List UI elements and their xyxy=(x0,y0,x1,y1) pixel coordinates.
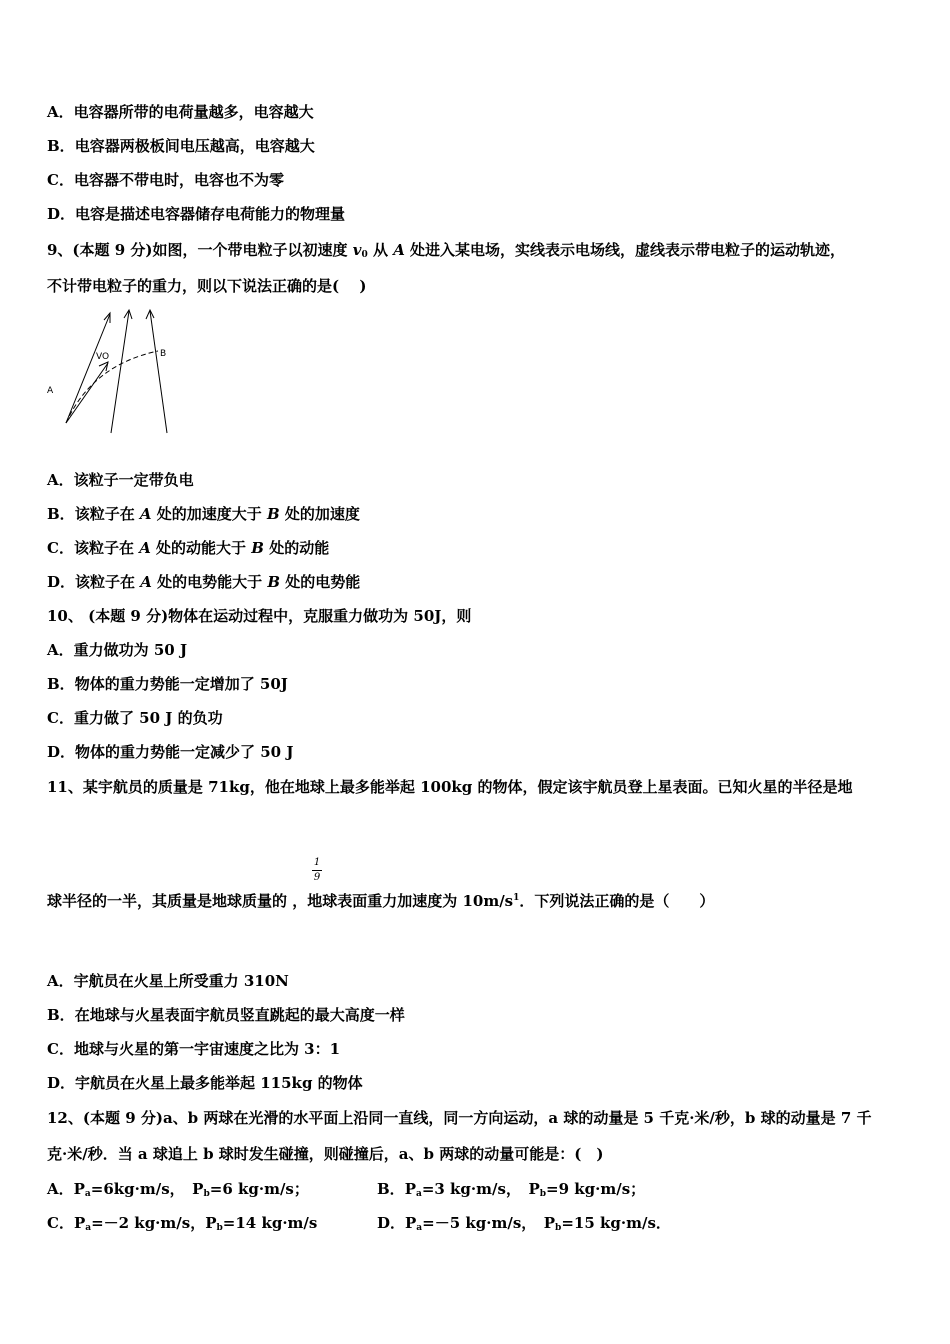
option-text: 处的电势能大于 xyxy=(151,573,268,591)
q8-option-a xyxy=(47,102,314,122)
option-text: =6 kg·m/s； xyxy=(209,1180,309,1198)
fraction-one-ninth xyxy=(312,857,322,884)
q11-stem-line-2 xyxy=(47,888,714,911)
option-label: A． xyxy=(47,1180,74,1198)
q9-option-b xyxy=(47,504,360,524)
q12-option-a xyxy=(47,1179,309,1204)
option-label: C． xyxy=(47,171,74,189)
option-label: A． xyxy=(47,972,74,990)
subscript: b xyxy=(203,1189,210,1199)
field-lines-svg xyxy=(44,305,179,437)
option-text: 该粒子一定带负电 xyxy=(73,471,194,489)
option-text: 重力做功为 50 J xyxy=(73,641,188,659)
momentum-symbol: P xyxy=(73,1180,85,1198)
field-line-left xyxy=(66,314,110,423)
q11-stem-line-1: 11、某宇航员的质量是 71kg，他在地球上最多能举起 100kg 的物体，假定该宇航员登上星表面。已知火星的半径是地 xyxy=(47,778,853,796)
q9-option-a xyxy=(47,470,194,490)
field-line-right xyxy=(150,311,167,433)
electric-field-diagram xyxy=(44,305,179,441)
q9-option-c xyxy=(47,538,329,558)
q11-option-a xyxy=(47,971,289,991)
option-text: =14 kg·m/s xyxy=(222,1214,318,1232)
q10-stem: 10、 (本题 9 分)物体在运动过程中，克服重力做功为 50J，则 xyxy=(47,607,472,625)
option-text: 电容器所带的电荷量越多，电容越大 xyxy=(73,103,314,121)
option-text: 该粒子在 xyxy=(73,539,140,557)
option-label: A． xyxy=(47,471,74,489)
point-b-symbol: B xyxy=(267,573,281,591)
q10-option-b xyxy=(47,674,288,694)
stem-text: 从 xyxy=(367,241,394,259)
option-label: B． xyxy=(47,675,75,693)
q8-option-d xyxy=(47,204,345,224)
option-label: D． xyxy=(377,1214,406,1232)
option-text: 处的动能 xyxy=(263,539,330,557)
option-label: D． xyxy=(47,205,76,223)
option-text: =3 kg·m/s， P xyxy=(421,1180,540,1198)
velocity-subscript: 0 xyxy=(361,250,368,260)
option-label: B． xyxy=(47,1006,75,1024)
option-text: 重力做了 50 J 的负功 xyxy=(73,709,223,727)
option-label: A． xyxy=(47,641,74,659)
point-a-symbol: A xyxy=(139,539,151,557)
q12-option-b xyxy=(377,1179,645,1204)
momentum-symbol: P xyxy=(405,1214,417,1232)
option-label: B． xyxy=(47,137,75,155)
point-b-label: B xyxy=(160,349,167,359)
option-text: 地球与火星的第一宇宙速度之比为 3：1 xyxy=(73,1040,341,1058)
option-label: D． xyxy=(47,573,76,591)
q8-option-b xyxy=(47,136,315,156)
point-b-symbol: B xyxy=(267,505,280,523)
q11-option-b xyxy=(47,1005,405,1025)
q9-stem-line-2: 不计带电粒子的重力，则以下说法正确的是( ) xyxy=(47,277,367,295)
point-a-symbol: A xyxy=(393,241,405,259)
point-b-symbol: B xyxy=(251,539,264,557)
fraction-numerator: 1 xyxy=(313,857,321,868)
option-text: 物体的重力势能一定减少了 50 J xyxy=(75,743,294,761)
option-text: =6kg·m/s， P xyxy=(90,1180,204,1198)
option-text: =－5 kg·m/s， P xyxy=(422,1214,556,1232)
point-a-label: A xyxy=(47,386,54,396)
option-text: 在地球与火星表面宇航员竖直跳起的最大高度一样 xyxy=(74,1006,405,1024)
stem-text: 9、(本题 9 分)如图，一个带电粒子以初速度 xyxy=(47,241,353,259)
option-label: C． xyxy=(47,1040,74,1058)
option-text: 处的电势能 xyxy=(280,573,361,591)
option-label: C． xyxy=(47,709,74,727)
exponent: 1 xyxy=(513,893,520,903)
option-text: 该粒子在 xyxy=(74,505,140,523)
option-label: B． xyxy=(377,1180,405,1198)
q12-stem-line-2: 克·米/秒．当 a 球追上 b 球时发生碰撞，则碰撞后，a、b 两球的动量可能是：( ) xyxy=(47,1145,604,1163)
option-text: 电容器不带电时，电容也不为零 xyxy=(73,171,284,189)
q10-option-c xyxy=(47,708,223,728)
momentum-symbol: P xyxy=(404,1180,416,1198)
option-text: =15 kg·m/s． xyxy=(561,1214,671,1232)
q12-option-d xyxy=(377,1213,671,1238)
option-label: C． xyxy=(47,539,74,557)
q12-stem-line-1: 12、(本题 9 分)a、b 两球在光滑的水平面上沿同一直线，同一方向运动，a 球的动量是 5 千克·米/秒，b 球的动量是 7 千 xyxy=(47,1109,872,1127)
q8-option-c xyxy=(47,170,284,190)
q12-option-c xyxy=(47,1213,317,1238)
subscript: a xyxy=(416,1223,423,1233)
stem-text: 处进入某电场，实线表示电场线，虚线表示带电粒子的运动轨迹， xyxy=(404,241,846,259)
option-label: B． xyxy=(47,505,75,523)
option-text: 物体的重力势能一定增加了 50J xyxy=(74,675,288,693)
option-label: D． xyxy=(47,743,76,761)
point-a-symbol: A xyxy=(139,505,152,523)
option-text: =－2 kg·m/s，P xyxy=(91,1214,217,1232)
option-text: 宇航员在火星上最多能举起 115kg 的物体 xyxy=(75,1074,363,1092)
subscript: b xyxy=(555,1223,562,1233)
fraction-denominator: 9 xyxy=(313,872,321,883)
subscript: b xyxy=(539,1189,547,1199)
subscript: a xyxy=(84,1189,91,1199)
stem-text: 球半径的一半，其质量是地球质量的 ，地球表面重力加速度为 10m/s xyxy=(47,892,514,910)
point-a-symbol: A xyxy=(140,573,152,591)
q10-option-d xyxy=(47,742,293,762)
momentum-symbol: P xyxy=(73,1214,86,1232)
subscript: b xyxy=(216,1223,223,1233)
option-text: 该粒子在 xyxy=(75,573,141,591)
subscript: a xyxy=(85,1223,92,1233)
q11-option-d xyxy=(47,1073,363,1093)
option-text: 处的加速度大于 xyxy=(151,505,268,523)
fraction-bar xyxy=(312,870,322,871)
velocity-symbol: v xyxy=(352,241,362,259)
option-text: 电容是描述电容器储存电荷能力的物理量 xyxy=(75,205,346,223)
q9-stem-line-1 xyxy=(47,240,845,265)
option-text: 处的加速度 xyxy=(279,505,360,523)
option-label: A． xyxy=(47,103,74,121)
option-text: 电容器两极板间电压越高，电容越大 xyxy=(74,137,315,155)
q11-option-c xyxy=(47,1039,340,1059)
option-label: D． xyxy=(47,1074,76,1092)
option-label: C． xyxy=(47,1214,74,1232)
q9-option-d xyxy=(47,572,360,592)
v0-label: VO xyxy=(96,352,110,362)
option-text: 处的动能大于 xyxy=(150,539,252,557)
field-line-middle xyxy=(111,311,129,433)
particle-trajectory xyxy=(66,351,158,423)
option-text: =9 kg·m/s； xyxy=(546,1180,646,1198)
stem-text: ．下列说法正确的是（ ） xyxy=(519,892,715,910)
option-text: 宇航员在火星上所受重力 310N xyxy=(73,972,289,990)
q10-option-a xyxy=(47,640,187,660)
subscript: a xyxy=(415,1189,422,1199)
